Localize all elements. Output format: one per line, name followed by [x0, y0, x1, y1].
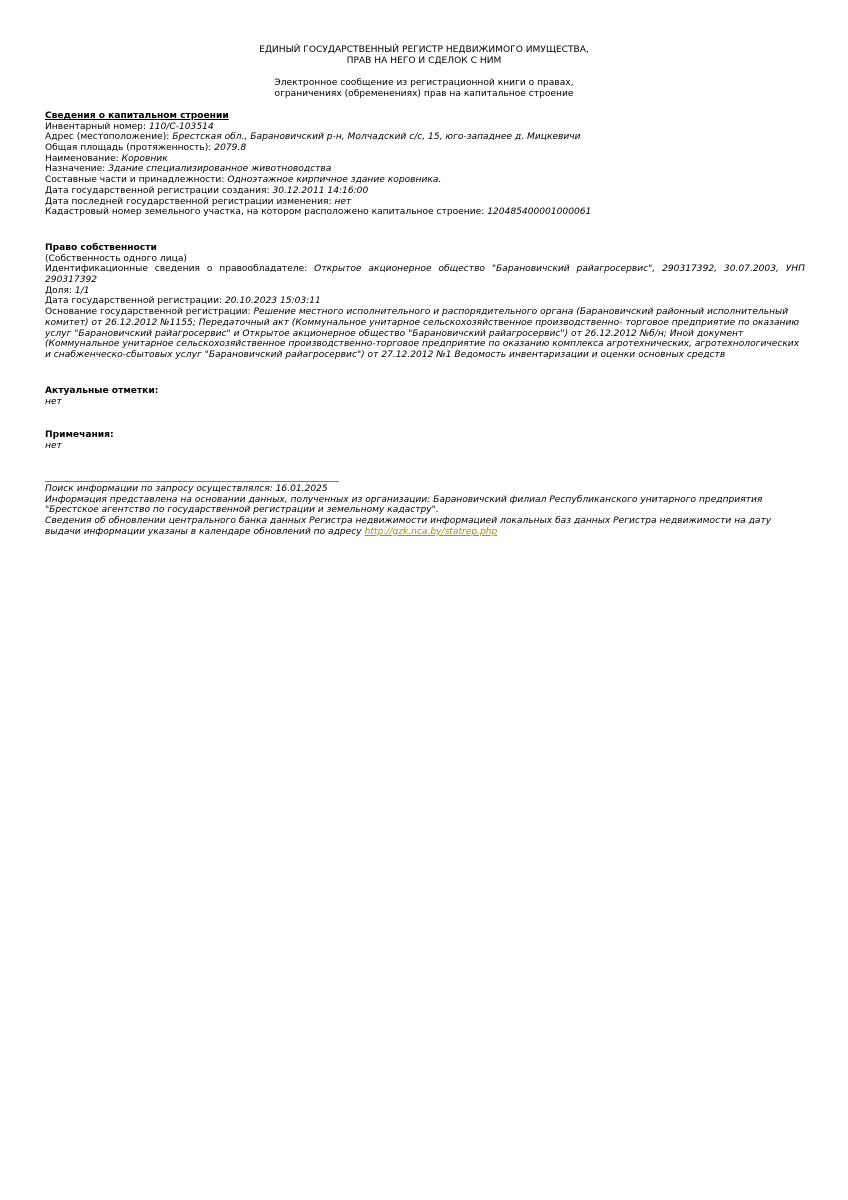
cadastral-value: 120485400001000061 — [487, 207, 592, 218]
basis-value: Решение местного исполнительного и распорядительного органа (Барановичский районный исполнительный комитет) от 26.12.2012 №1155; Передаточный акт (Коммунальное унитарное сельскохозяйственное производственно- торговое предприятие по оказанию услуг "Барановичский райагросервис" и Открытое акционерное общество "Барановичский райагросервис") от 26.12.2012 №б/н; Иной документ (Коммунальное унитарное сельскохозяйственное производственно-торговое предприятие по оказанию комплекса агротехнических, агротехнологических и снабженческо-сбытовых услуг "Барановичский райагросервис") от 27.12.2012 №1 Ведомость инвентаризации и оценки основных средств — [45, 307, 800, 360]
last-change-value: нет — [334, 196, 352, 207]
ownership-date-value: 20.10.2023 15:03:11 — [224, 296, 321, 307]
parts-label: Составные части и принадлежности: — [45, 175, 225, 186]
subtitle-line-1: Электронное сообщение из регистрационной книги о правах, — [274, 78, 574, 88]
statrep-link[interactable]: http://gzk.nca.by/statrep.php — [364, 526, 498, 537]
update-info — [45, 516, 805, 537]
last-change-row — [45, 197, 805, 208]
share-label: Доля: — [45, 285, 73, 296]
holder-row — [45, 264, 805, 285]
update-info-text: Сведения об обновлении центрального банка данных Регистра недвижимости информацией локальных баз данных Регистра недвижимости на дату выдачи информации указаны в календаре обновлений по адресу — [45, 516, 772, 537]
holder-value: Открытое акционерное общество "Барановичский райагросервис", 290317392, 30.07.2003, УНП 290317392 — [45, 264, 805, 286]
marks-section-title: Актуальные отметки: — [45, 386, 159, 396]
inventory-label: Инвентарный номер: — [45, 121, 147, 132]
area-label: Общая площадь (протяженность): — [45, 143, 212, 154]
inventory-row — [45, 122, 805, 133]
document-subtitle — [0, 78, 848, 100]
purpose-value: Здание специализированное животноводства — [108, 164, 332, 175]
footer-section — [45, 484, 805, 538]
building-section-title: Сведения о капитальном строении — [45, 111, 229, 121]
name-value: Коровник — [121, 153, 168, 164]
share-value: 1/1 — [74, 285, 90, 296]
name-row — [45, 154, 805, 165]
marks-section — [45, 386, 805, 407]
ownership-date-row — [45, 296, 805, 307]
source-info: Информация представлена на основании данных, полученных из организации: Барановичский филиал Республиканского унитарного предприятия "Брестское агентство по государственной регистрации и земельному кадастру". — [45, 494, 763, 516]
purpose-row — [45, 164, 805, 175]
creation-date-row — [45, 186, 805, 197]
footer-divider — [45, 481, 339, 482]
ownership-section — [45, 243, 805, 361]
ownership-date-label: Дата государственной регистрации: — [45, 296, 223, 307]
address-row — [45, 132, 805, 143]
basis-label: Основание государственной регистрации: — [45, 307, 251, 318]
ownership-section-title: Право собственности — [45, 243, 157, 253]
title-line-2: ПРАВ НА НЕГО И СДЕЛОК С НИМ — [346, 56, 502, 66]
creation-date-value: 30.12.2011 14:16:00 — [272, 185, 369, 196]
building-section — [45, 111, 805, 218]
last-change-label: Дата последней государственной регистрации изменения: — [45, 196, 332, 207]
inventory-value: 110/C-103514 — [148, 121, 214, 132]
parts-row — [45, 175, 805, 186]
purpose-label: Назначение: — [45, 164, 106, 175]
area-value: 2079.8 — [214, 143, 247, 154]
parts-value: Одноэтажное кирпичное здание коровника. — [227, 175, 442, 186]
creation-date-label: Дата государственной регистрации создания: — [45, 185, 270, 196]
document-title — [0, 45, 848, 67]
notes-section-title: Примечания: — [45, 430, 114, 440]
cadastral-row — [45, 207, 805, 218]
search-date: Поиск информации по запросу осуществлялся: 16.01.2025 — [45, 484, 328, 494]
cadastral-label: Кадастровый номер земельного участка, на котором расположено капитальное строение: — [45, 207, 485, 218]
address-value: Брестская обл., Барановичский р-н, Молчадский с/с, 15, юго-западнее д. Мицкевичи — [172, 132, 581, 143]
basis-row — [45, 307, 805, 361]
notes-value: нет — [45, 440, 62, 451]
name-label: Наименование: — [45, 153, 119, 164]
marks-value: нет — [45, 396, 62, 407]
address-label: Адрес (местоположение): — [45, 132, 170, 143]
ownership-type: (Собственность одного лица) — [45, 253, 187, 264]
title-line-1: ЕДИНЫЙ ГОСУДАРСТВЕННЫЙ РЕГИСТР НЕДВИЖИМОГО ИМУЩЕСТВА, — [259, 45, 589, 55]
area-row — [45, 143, 805, 154]
subtitle-line-2: ограничениях (обременениях) прав на капитальное строение — [274, 89, 574, 99]
holder-label: Идентификационные сведения о правообладателе: — [45, 264, 308, 275]
notes-section — [45, 430, 805, 451]
share-row — [45, 286, 805, 297]
